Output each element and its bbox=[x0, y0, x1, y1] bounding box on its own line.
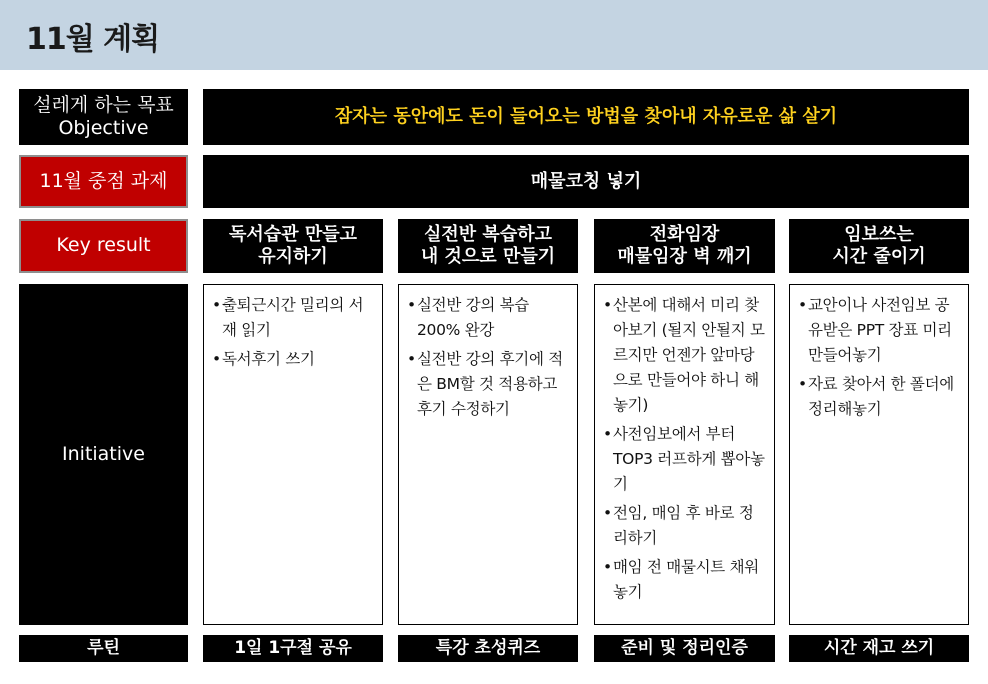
routine-item: 준비 및 정리인증 bbox=[594, 635, 775, 662]
key-result-line2: 시간 줄이기 bbox=[832, 246, 926, 267]
key-result-item bbox=[594, 219, 775, 273]
focus-label: 11월 중점 과제 bbox=[19, 155, 188, 208]
focus-value: 매물코칭 넣기 bbox=[203, 155, 969, 208]
key-result-line1: 전화임장 bbox=[649, 224, 720, 246]
routine-item: 특강 초성퀴즈 bbox=[398, 635, 578, 662]
routine-item: 시간 재고 쓰기 bbox=[789, 635, 969, 662]
key-result-line2: 내 것으로 만들기 bbox=[420, 246, 556, 267]
initiative-item: • 출퇴근시간 밀리의 서재 읽기 bbox=[212, 293, 376, 343]
initiative-item: • 매임 전 매물시트 채워놓기 bbox=[603, 555, 768, 605]
initiative-column-3 bbox=[594, 284, 775, 625]
initiative-item: • 전임, 매임 후 바로 정리하기 bbox=[603, 501, 768, 551]
key-result-line1: 독서습관 만들고 bbox=[229, 224, 357, 246]
initiative-item: • 교안이나 사전임보 공유받은 PPT 장표 미리 만들어놓기 bbox=[798, 293, 962, 368]
initiative-column-1 bbox=[203, 284, 383, 625]
key-result-line2: 매물임장 벽 깨기 bbox=[617, 246, 752, 267]
key-result-line2: 유지하기 bbox=[258, 246, 328, 267]
page-title: 11월 계획 bbox=[26, 22, 160, 57]
initiative-column-2 bbox=[398, 284, 578, 625]
initiative-label: Initiative bbox=[19, 284, 188, 625]
initiative-item: • 독서후기 쓰기 bbox=[212, 347, 376, 372]
initiative-item: • 자료 찾아서 한 폴더에 정리해놓기 bbox=[798, 372, 962, 422]
key-result-line1: 임보쓰는 bbox=[844, 224, 914, 246]
objective-label bbox=[19, 89, 188, 145]
objective-label-line1: 설레게 하는 목표 bbox=[33, 93, 174, 116]
initiative-item: • 산본에 대해서 미리 찾아보기 (될지 안될지 모르지만 언젠가 앞마당으로 만들어야 하니 해놓기) bbox=[603, 293, 768, 418]
routine-label: 루틴 bbox=[19, 635, 188, 662]
objective-label-line2: Objective bbox=[58, 117, 149, 139]
key-result-item bbox=[203, 219, 383, 273]
initiative-item: • 실전반 강의 복습 200% 완강 bbox=[407, 293, 571, 343]
key-result-label: Key result bbox=[19, 219, 188, 273]
key-result-line1: 실전반 복습하고 bbox=[424, 224, 552, 246]
page-header bbox=[0, 0, 988, 70]
routine-item: 1일 1구절 공유 bbox=[203, 635, 383, 662]
key-result-item bbox=[398, 219, 578, 273]
initiative-item: • 실전반 강의 후기에 적은 BM할 것 적용하고 후기 수정하기 bbox=[407, 347, 571, 422]
initiative-item: • 사전임보에서 부터 TOP3 러프하게 뽑아놓기 bbox=[603, 422, 768, 497]
objective-value: 잠자는 동안에도 돈이 들어오는 방법을 찾아내 자유로운 삶 살기 bbox=[203, 89, 969, 145]
initiative-column-4 bbox=[789, 284, 969, 625]
key-result-item bbox=[789, 219, 969, 273]
